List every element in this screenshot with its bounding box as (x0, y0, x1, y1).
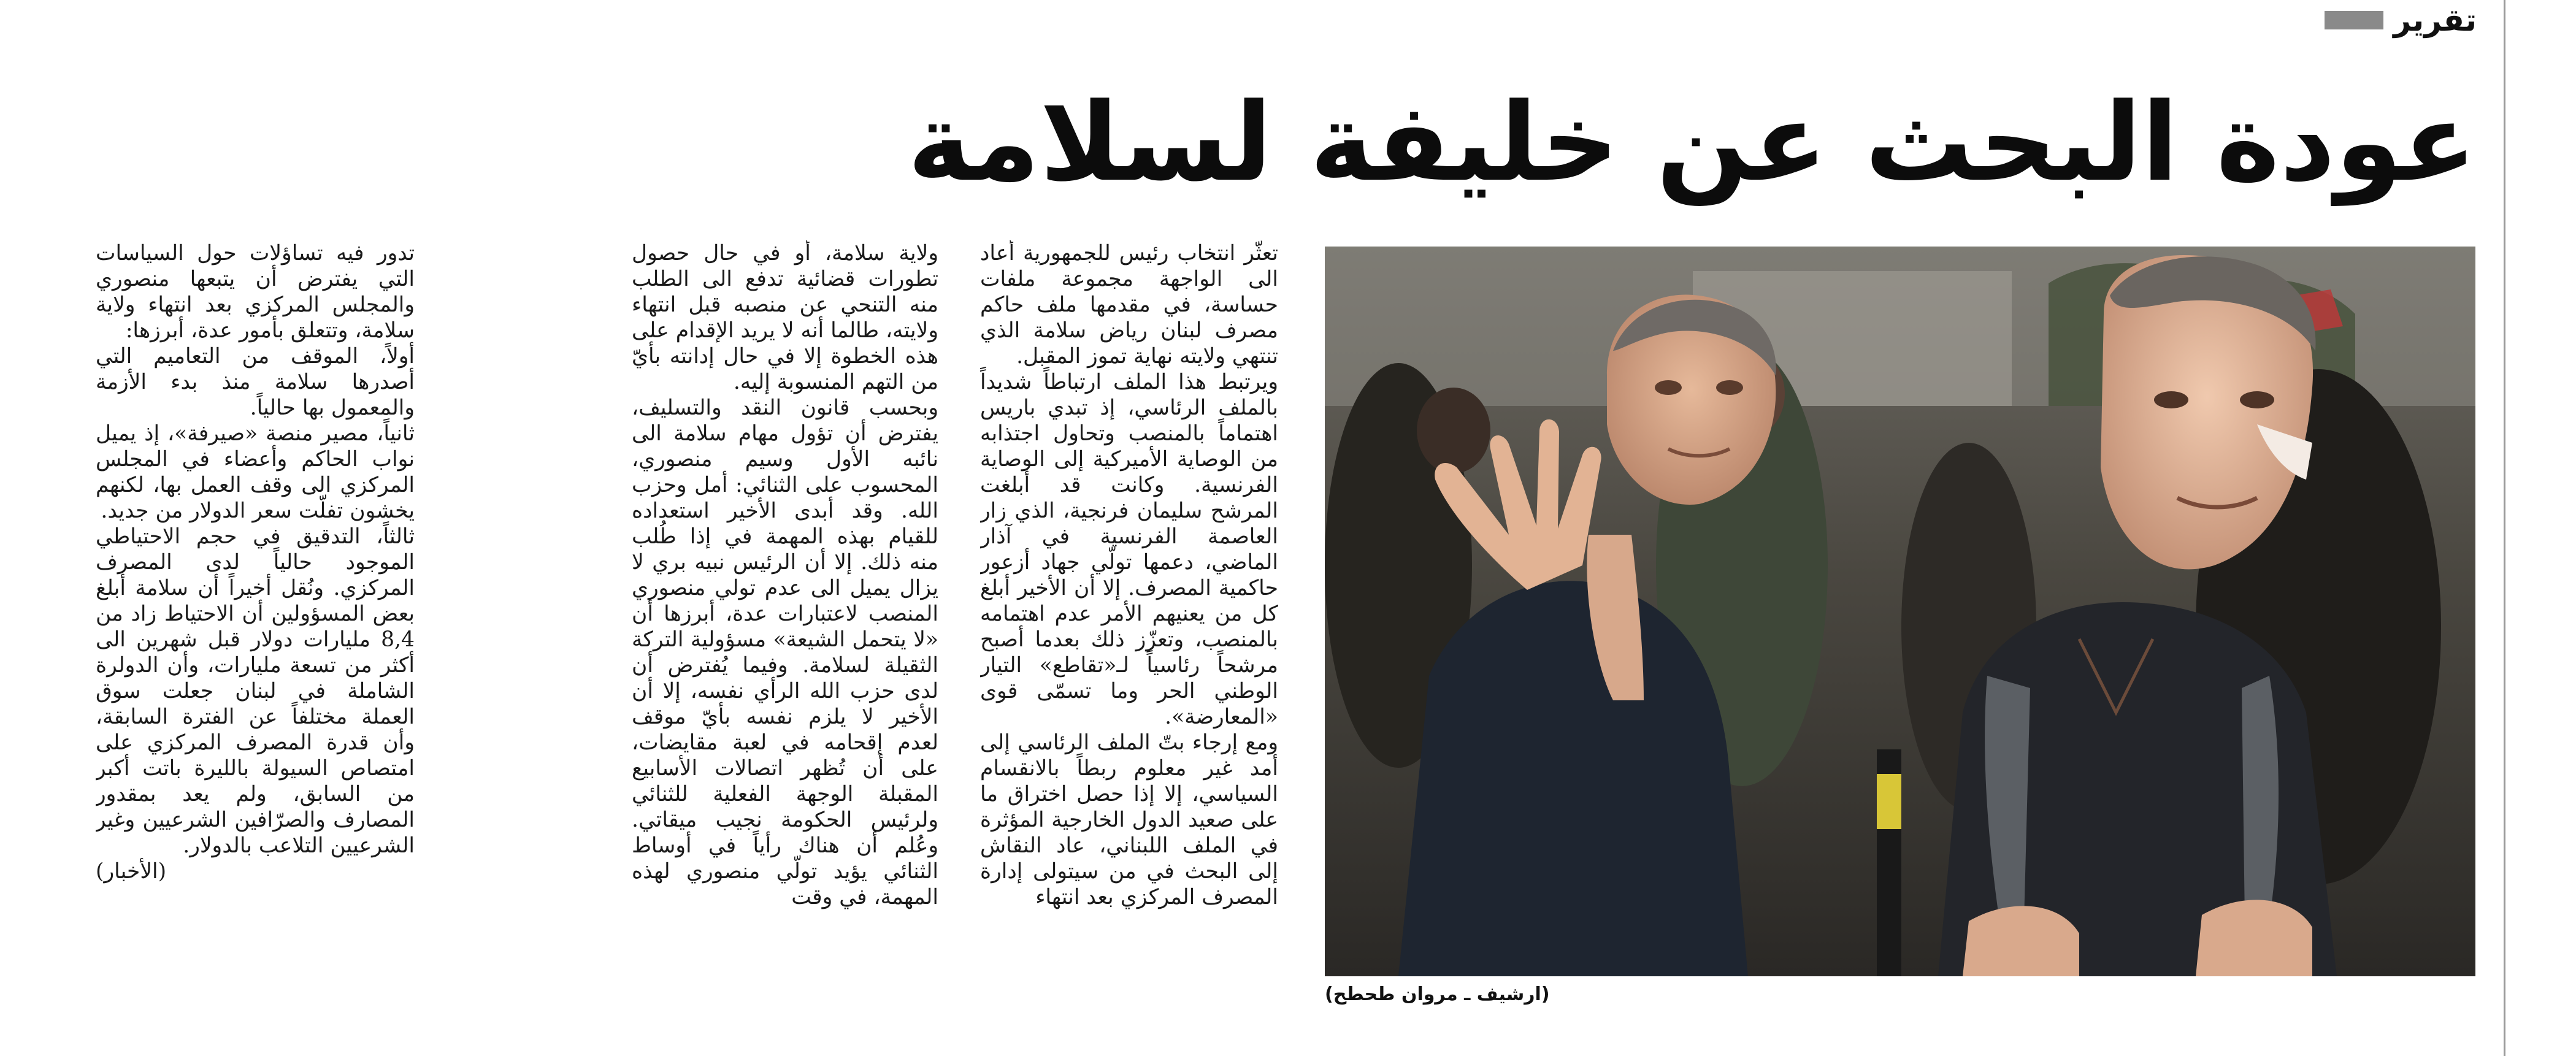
paragraph: ثالثاً، التدقيق في حجم الاحتياطي الموجود حالياً لدى المصرف المركزي. ونُقل أخيراً أن سلامة أبلغ بعض المسؤولين أن الاحتياط زاد من 8,4 مليارات دولار قبل شهرين الى أكثر من تسعة مليارات، وأن الدولرة الشاملة في لبنان جعلت سوق العملة مختلفاً عن الفترة السابقة، وأن قدرة المصرف المركزي على امتصاص السيولة بالليرة باتت أكبر من السابق، ولم يعد بمقدور المصارف والصرّافين الشرعيين وغير الشرعيين التلاعب بالدولار. (96, 524, 415, 858)
section-tag (2325, 1, 2477, 39)
article-photo (1325, 247, 2475, 976)
section-tag-bar (2325, 11, 2383, 29)
paragraph: تدور فيه تساؤلات حول السياسات التي يفترض أن يتبعها منصوري والمجلس المركزي بعد انتهاء ولاية سلامة، وتتعلق بأمور عدة، أبرزها: (96, 241, 415, 343)
article-signature: (الأخبار) (96, 859, 167, 884)
paragraph: ثانياً، مصير منصة «صيرفة»، إذ يميل نواب الحاكم وأعضاء في المجلس المركزي الى وقف العمل بها، لكنهم يخشون تفلّت سعر الدولار من جديد. (96, 421, 415, 523)
protest-photo-illustration (1325, 247, 2475, 976)
page-margin-rule (2504, 0, 2505, 1056)
paragraph: ومع إرجاء بتّ الملف الرئاسي إلى أمد غير معلوم ربطاً بالانقسام السياسي، إلا إذا حصل اختراق ما على صعيد الدول الخارجية المؤثرة في الملف اللبناني، عاد النقاش إلى البحث في من سيتولى إدارة المصرف المركزي بعد انتهاء (980, 730, 1278, 909)
paragraph: ويرتبط هذا الملف ارتباطاً شديداً بالملف الرئاسي، إذ تبدي باريس اهتماماً بالمنصب وتحاول اجتذابه من الوصاية الأميركية إلى الوصاية الفرنسية. وكانت قد أبلغت المرشح سليمان فرنجية، الذي زار العاصمة الفرنسية في آذار الماضي، دعمها تولّي جهاد أزعور حاكمية المصرف. إلا أن الأخير أبلغ كل من يعنيهم الأمر عدم اهتمامه بالمنصب، وتعزّز ذلك بعدما أصبح مرشحاً رئاسياً لـ«تقاطع» التيار الوطني الحر وما تسمّى قوى «المعارضة». (980, 370, 1278, 729)
photo-caption: (ارشيف ـ مروان طحطح) (1325, 984, 1550, 1005)
article-column-3 (96, 240, 415, 1038)
paragraph: تعثّر انتخاب رئيس للجمهورية أعاد الى الواجهة مجموعة ملفات حساسة، في مقدمها ملف حاكم مصرف لبنان رياض سلامة الذي تنتهي ولايته نهاية تموز المقبل. (980, 241, 1278, 369)
paragraph: ولاية سلامة، أو في حال حصول تطورات قضائية تدفع الى الطلب منه التنحي عن منصبه قبل انتهاء ولايته، طالما أنه لا يريد الإقدام على هذه الخطوة إلا في حال إدانته بأيّ من التهم المنسوبة إليه. (632, 241, 938, 394)
headline: عودة البحث عن خليفة لسلامة (907, 80, 2477, 205)
article-column-2 (632, 240, 938, 1038)
section-label: تقرير (2393, 2, 2477, 38)
paragraph: أولاً، الموقف من التعاميم التي أصدرها سلامة منذ بدء الأزمة والمعمول بها حالياً. (96, 344, 415, 420)
article-column-1 (980, 240, 1278, 1014)
paragraph: وبحسب قانون النقد والتسليف، يفترض أن تؤول مهام سلامة الى نائبه الأول وسيم منصوري، المحسوب على الثنائي: أمل وحزب الله. وقد أبدى الأخير استعداده للقيام بهذه المهمة في إذا طُلب منه ذلك. إلا أن الرئيس نبيه بري لا يزال يميل الى عدم تولي منصوري المنصب لاعتبارات عدة، أبرزها أن «لا يتحمل الشيعة» مسؤولية التركة الثقيلة لسلامة. وفيما يُفترض أن لدى حزب الله الرأي نفسه، إلا أن الأخير لا يلزم نفسه بأيّ موقف لعدم إقحامه في لعبة مقايضات، على أن تُظهر اتصالات الأسابيع المقبلة الوجهة الفعلية للثنائي ولرئيس الحكومة نجيب ميقاتي. وعُلم أن هناك رأياً في أوساط الثنائي يؤيد تولّي منصوري لهذه المهمة، في وقت (632, 396, 938, 909)
